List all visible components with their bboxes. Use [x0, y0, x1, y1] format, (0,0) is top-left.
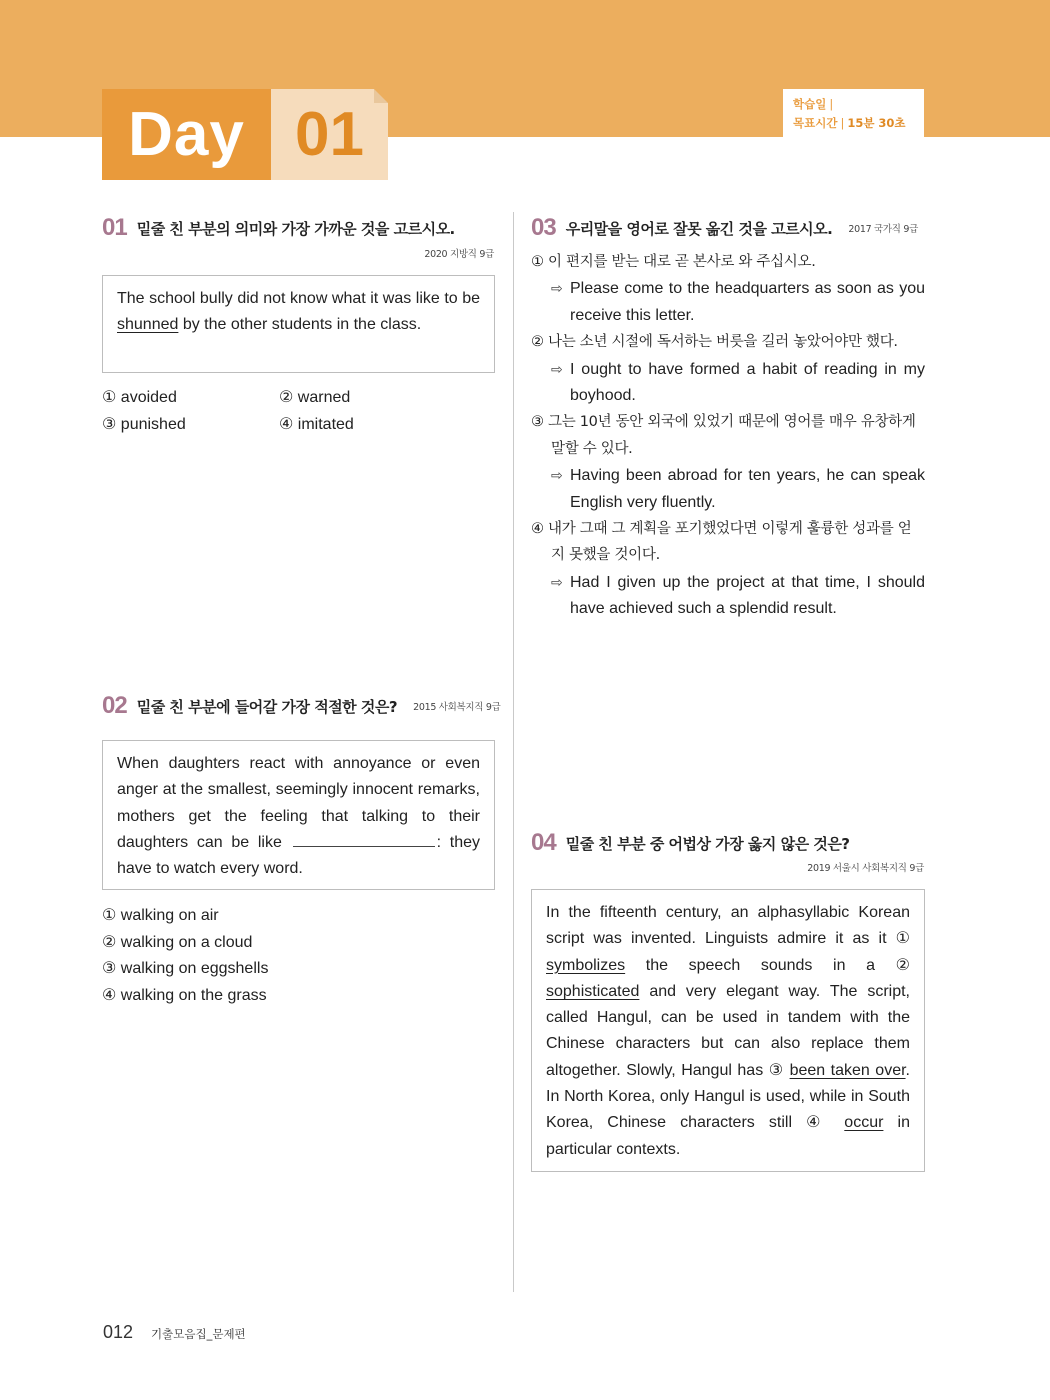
q4-header — [531, 829, 850, 857]
q2-option-1[interactable]: ① walking on air — [102, 907, 219, 924]
q2-title: 밑줄 친 부분에 들어갈 가장 적절한 것은? — [136, 697, 398, 716]
q2-options — [102, 903, 268, 1009]
q3-option-2-english: ⇨ I ought to have formed a habit of reading in my boyhood. — [531, 356, 925, 410]
q3-option-4-english: ⇨ Had I given up the project at that time, I should have achieved such a splendid result. — [531, 569, 925, 623]
q2-option-2[interactable]: ② walking on a cloud — [102, 933, 253, 951]
q3-title: 우리말을 영어로 잘못 옮긴 것을 고르시오. — [565, 219, 833, 238]
q3-option-1-english: ⇨ Please come to the headquarters as soon as you receive this letter. — [531, 275, 925, 329]
q1-underlined-word: shunned — [117, 316, 179, 334]
study-info-box — [783, 89, 924, 137]
q2-number: 02 — [102, 692, 127, 719]
day-number-badge — [271, 89, 388, 180]
day-label: Day — [102, 89, 271, 180]
q3-option-3-english: ⇨ Having been abroad for ten years, he can speak English very fluently. — [531, 462, 925, 516]
study-date-label: 학습일 — [793, 97, 827, 111]
q4-underline-4: occur — [844, 1114, 884, 1132]
page-footer — [103, 1322, 246, 1343]
q3-option-2[interactable] — [531, 329, 925, 409]
q4-source: 2019 서울시 사회복지직 9급 — [807, 863, 924, 874]
q3-option-1-korean: ① 이 편지를 받는 대로 곧 본사로 와 주십시오. — [531, 254, 816, 270]
q4-underline-3: been taken over — [789, 1061, 906, 1079]
q1-title: 밑줄 친 부분의 의미와 가장 가까운 것을 고르시오. — [136, 219, 455, 238]
q3-option-3[interactable] — [531, 409, 925, 516]
q4-title: 밑줄 친 부분 중 어법상 가장 옳지 않은 것은? — [565, 834, 850, 853]
book-title: 기출모음집_문제편 — [151, 1327, 246, 1341]
arrow-icon: ⇨ — [551, 360, 563, 377]
q4-underline-1: symbolizes — [546, 956, 626, 974]
q3-header — [531, 214, 918, 242]
page-number: 012 — [103, 1322, 134, 1342]
study-date-row: 학습일 | — [793, 97, 834, 111]
q1-option-4[interactable]: ④ imitated — [279, 415, 354, 433]
q2-source: 2015 사회복지직 9급 — [413, 702, 501, 713]
q3-option-2-korean: ② 나는 소년 시절에 독서하는 버릇을 길러 놓았어야만 했다. — [531, 334, 898, 351]
q3-option-3-korean: ③ 그는 10년 동안 외국에 있었기 때문에 영어를 매우 유창하게 말할 수 있다. — [531, 414, 916, 457]
q1-number: 01 — [102, 214, 127, 241]
column-divider — [513, 212, 514, 1292]
arrow-icon: ⇨ — [551, 573, 563, 590]
q1-option-3[interactable]: ③ punished — [102, 415, 186, 433]
q3-source: 2017 국가직 9급 — [848, 224, 919, 235]
q4-underline-2: sophisticated — [546, 982, 640, 1000]
q2-option-4[interactable]: ④ walking on the grass — [102, 986, 267, 1004]
day-number: 01 — [295, 100, 364, 169]
q2-passage: When daughters react with annoyance or even anger at the smallest, seemingly innocent remarks, mothers get the feeling that talking to their daughters can be like : they have to watch every word. — [102, 740, 495, 890]
q4-marker-1: ① — [895, 930, 910, 948]
target-time-label: 목표시간 — [793, 116, 838, 130]
q1-options — [102, 385, 456, 438]
q4-marker-4: ④ — [806, 1114, 831, 1132]
q2-blank — [293, 831, 435, 847]
q3-option-4[interactable] — [531, 516, 925, 623]
page-fold-icon — [374, 89, 388, 103]
q3-option-1[interactable] — [531, 249, 925, 329]
arrow-icon: ⇨ — [551, 467, 563, 484]
q4-passage: In the fifteenth century, an alphasyllabic Korean script was invented. Linguists admire it as it ① symbolizes the speech sounds in a ② sophisticated and very elegant way. The script, called Hangul, can be used in tandem with the Chinese characters but can also replace them altogether. Slowly, Hangul has ③ been taken over. In North Korea, only Hangul is used, while in South Korea, Chinese characters still ④ occur in particular contexts. — [531, 889, 925, 1172]
q4-marker-2: ② — [895, 956, 910, 974]
q1-option-2[interactable]: ② warned — [279, 389, 351, 406]
target-time-value: 15분 30초 — [847, 116, 906, 130]
q1-source: 2020 지방직 9급 — [424, 249, 494, 260]
q3-options — [531, 249, 925, 623]
q2-header — [102, 692, 501, 720]
q4-marker-3: ③ — [768, 1061, 785, 1079]
q1-header — [102, 214, 455, 242]
q3-number: 03 — [531, 214, 556, 241]
q4-number: 04 — [531, 829, 556, 856]
target-time-row: 목표시간 | 15분 30초 — [793, 116, 906, 130]
q2-option-3[interactable]: ③ walking on eggshells — [102, 960, 269, 977]
q1-option-1[interactable]: ① avoided — [102, 389, 177, 406]
q3-option-4-korean: ④ 내가 그때 그 계획을 포기했었다면 이렇게 훌륭한 성과를 얻지 못했을 것이다. — [531, 521, 912, 564]
q1-passage: The school bully did not know what it was like to be shunned by the other students in the class. — [102, 275, 495, 373]
arrow-icon: ⇨ — [551, 280, 563, 297]
